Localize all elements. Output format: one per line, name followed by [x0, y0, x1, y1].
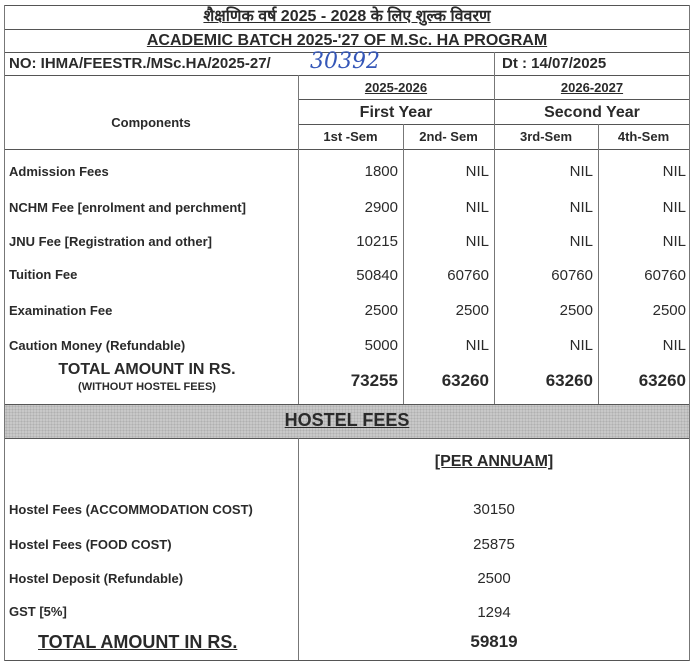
hostel-row-label: Hostel Fees (ACCOMMODATION COST)	[9, 502, 253, 517]
total-cell: 63260	[545, 371, 593, 390]
fee-cell: 5000	[364, 337, 398, 354]
fee-cell: 2900	[364, 199, 398, 216]
fee-cell: NIL	[569, 199, 593, 216]
hostel-row-value: 2500	[477, 570, 511, 587]
hostel-total-value: 59819	[470, 632, 518, 651]
fee-cell: 60760	[644, 267, 686, 284]
fee-row-label: Tuition Fee	[9, 267, 78, 282]
sem2-header: 2nd- Sem	[419, 129, 478, 144]
fee-cell: 2500	[455, 302, 489, 319]
total-cell: 63260	[441, 371, 489, 390]
rule	[689, 5, 690, 661]
total-cell: 73255	[350, 371, 398, 390]
rule	[4, 438, 690, 439]
fee-cell: NIL	[569, 233, 593, 250]
hostel-row-value: 30150	[473, 501, 515, 518]
total-sublabel: (WITHOUT HOSTEL FEES)	[78, 381, 216, 393]
first-year-header: First Year	[359, 104, 433, 121]
fee-row-label: Examination Fee	[9, 303, 113, 318]
components-header: Components	[111, 115, 191, 130]
fee-row-label: NCHM Fee [enrolment and perchment]	[9, 200, 246, 215]
fee-cell: NIL	[569, 163, 593, 180]
fee-row-label: Admission Fees	[9, 164, 109, 179]
hostel-fees-title: HOSTEL FEES	[284, 410, 410, 430]
fee-cell: 10215	[356, 233, 398, 250]
rule	[4, 5, 690, 6]
fee-cell: 60760	[551, 267, 593, 284]
fee-row-label: JNU Fee [Registration and other]	[9, 234, 212, 249]
rule	[4, 149, 690, 150]
issue-date: Dt : 14/07/2025	[502, 55, 607, 72]
handwritten-reference-number: 30392	[310, 49, 380, 74]
total-label: TOTAL AMOUNT IN RS.	[58, 361, 236, 378]
academic-batch-title: ACADEMIC BATCH 2025-'27 OF M.Sc. HA PROGRAM	[146, 32, 548, 49]
rule	[4, 5, 5, 661]
fee-cell: NIL	[662, 163, 686, 180]
fee-cell: 50840	[356, 267, 398, 284]
fee-cell: 2500	[559, 302, 593, 319]
rule	[4, 660, 690, 661]
fee-cell: NIL	[465, 199, 489, 216]
total-cell: 63260	[638, 371, 686, 390]
hostel-total-label: TOTAL AMOUNT IN RS.	[38, 632, 238, 652]
fee-cell: NIL	[662, 233, 686, 250]
fee-cell: 1800	[364, 163, 398, 180]
fee-cell: 2500	[364, 302, 398, 319]
hostel-row-label: GST [5%]	[9, 604, 67, 619]
rule	[4, 29, 690, 30]
fee-cell: NIL	[465, 233, 489, 250]
fee-cell: NIL	[569, 337, 593, 354]
fee-cell: 60760	[447, 267, 489, 284]
fee-cell: NIL	[465, 337, 489, 354]
hostel-row-value: 1294	[477, 604, 511, 621]
hostel-row-label: Hostel Fees (FOOD COST)	[9, 537, 172, 552]
year2-span: 2026-2027	[560, 80, 624, 95]
fee-cell: 2500	[652, 302, 686, 319]
fee-row-label: Caution Money (Refundable)	[9, 338, 186, 353]
per-annum-label: [PER ANNUAM]	[434, 453, 554, 470]
hostel-row-label: Hostel Deposit (Refundable)	[9, 571, 184, 586]
sem4-header: 4th-Sem	[617, 129, 670, 144]
year1-span: 2025-2026	[364, 80, 428, 95]
hostel-row-value: 25875	[473, 536, 515, 553]
rule	[4, 75, 690, 76]
sem3-header: 3rd-Sem	[519, 129, 573, 144]
second-year-header: Second Year	[544, 104, 640, 121]
fee-cell: NIL	[662, 199, 686, 216]
hindi-title: शैक्षणिक वर्ष 2025 - 2028 के लिए शुल्क विवरण	[203, 8, 491, 25]
fee-cell: NIL	[662, 337, 686, 354]
reference-number: NO: IHMA/FEESTR./MSc.HA/2025-27/	[9, 55, 271, 72]
fee-cell: NIL	[465, 163, 489, 180]
sem1-header: 1st -Sem	[323, 129, 378, 144]
